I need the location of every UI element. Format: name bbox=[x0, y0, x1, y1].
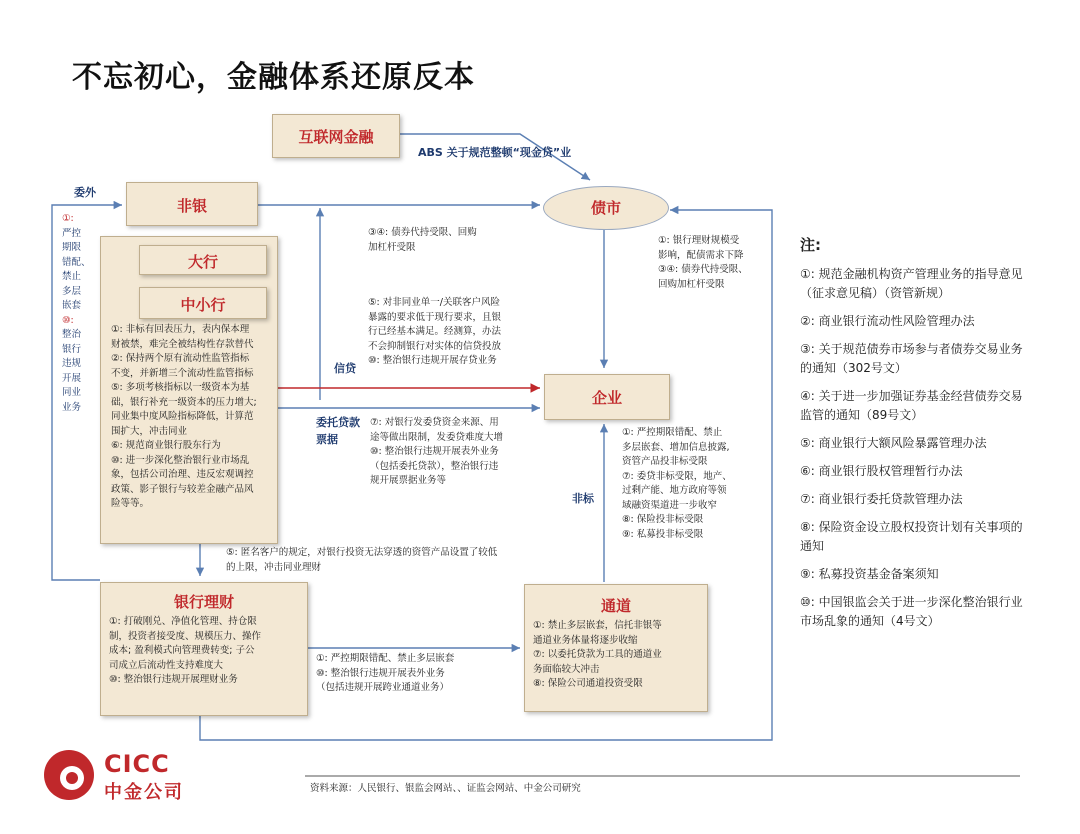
note-line: 过剩产能、地方政府等领 bbox=[622, 485, 727, 496]
wm-notes bbox=[109, 615, 303, 688]
left-note-line: 错配、 bbox=[62, 256, 91, 268]
notes-list bbox=[800, 265, 1034, 631]
note-line: 规开展票据业务等 bbox=[370, 475, 447, 486]
node-bank-group bbox=[100, 236, 278, 544]
node-label: 非银 bbox=[176, 197, 207, 215]
note-line: （包括委托贷款），整治银行违 bbox=[370, 460, 499, 472]
note-line: 行已经基本满足。经测算，办法 bbox=[368, 326, 502, 337]
node-label: 互联网金融 bbox=[298, 128, 374, 146]
note-line: ①: 打破刚兑、净值化管理、持仓限 bbox=[109, 616, 257, 627]
node-bank-wm bbox=[100, 582, 308, 716]
note-line: ⑦: 以委托贷款为工具的通道业 bbox=[533, 649, 662, 660]
note-line: ⑩: 整治银行违规开展理财业务 bbox=[109, 674, 238, 685]
bank-note-line: 财被禁，难完全被结构性存款替代 bbox=[111, 338, 254, 350]
node-label: 银行理财 bbox=[173, 593, 234, 611]
nonbank-bond-notes bbox=[368, 226, 477, 255]
notes-panel bbox=[800, 234, 1034, 640]
note-line: ⑦: 对银行发委贷资金来源、用 bbox=[370, 417, 499, 428]
credit-label: 信贷 bbox=[334, 362, 356, 375]
bank-note-line: 同业集中度风险指标降低，计算范 bbox=[111, 411, 254, 422]
note-line: ⑤: 对非同业单一/关联客户风险 bbox=[368, 297, 500, 308]
source-note: 资料来源：人民银行、银监会网站、、证监会网站、中金公司研究 bbox=[310, 783, 581, 794]
note-line: ①: 禁止多层嵌套，信托非银等 bbox=[533, 620, 662, 631]
note-line: ⑤: 匿名客户的规定，对银行投资无法穿透的资管产品设置了较低 bbox=[226, 547, 498, 558]
note-line: ⑩: 整治银行违规开展表外业务 bbox=[370, 446, 499, 457]
bank-note-line: ⑤: 多项考核指标以一级资本为基 bbox=[111, 382, 250, 393]
nonstandard-label: 非标 bbox=[572, 492, 594, 505]
anonymous-notes bbox=[226, 546, 497, 575]
note-line: （包括违规开展跨业通道业务） bbox=[316, 682, 450, 693]
left-note-line: 业务 bbox=[62, 401, 82, 413]
note-line: 资管产品投非标受限 bbox=[622, 456, 708, 467]
node-internet-finance bbox=[272, 114, 400, 158]
left-note-line: 同业 bbox=[62, 387, 82, 398]
node-bond-market: 债市 bbox=[543, 186, 669, 230]
note-line: 成本; 盈利模式向管理费转变; 子公 bbox=[109, 645, 255, 656]
note-line: 司成立后流动性支持难度大 bbox=[109, 659, 224, 671]
note-line: 影响，配债需求下降 bbox=[658, 249, 744, 261]
nonstandard-notes bbox=[622, 426, 732, 542]
credit-notes bbox=[368, 296, 501, 369]
wm-channel-notes bbox=[316, 652, 454, 696]
left-note-line: 多层 bbox=[62, 285, 82, 297]
left-note-line: 期限 bbox=[62, 242, 82, 253]
outsource-label: 委外 bbox=[74, 186, 96, 199]
bank-note-line: ②: 保持两个原有流动性监管指标 bbox=[111, 353, 250, 364]
note-item: ①: 规范金融机构资产管理业务的指导意见（征求意见稿）（资管新规） bbox=[800, 267, 1023, 300]
note-line: ③④: 债券代持受限、 bbox=[658, 264, 748, 275]
node-non-bank bbox=[126, 182, 258, 226]
node-enterprise bbox=[544, 374, 670, 420]
note-line: ①: 严控期限错配、禁止多层嵌套 bbox=[316, 653, 455, 664]
note-line: 通道业务体量将逐步收缩 bbox=[533, 634, 638, 646]
node-channel bbox=[524, 584, 708, 712]
note-line: ①: 严控期限错配、禁止 bbox=[622, 427, 723, 438]
note-line: 的上限，冲击同业理财 bbox=[226, 561, 322, 573]
node-label: 通道 bbox=[600, 597, 631, 615]
left-column-notes bbox=[62, 212, 98, 415]
note-line: 域融资渠道进一步收窄 bbox=[622, 499, 718, 511]
note-line: 回购加杠杆受限 bbox=[658, 278, 725, 290]
page-title: 不忘初心，金融体系还原反本 bbox=[72, 60, 475, 95]
left-note-line: ①: bbox=[62, 213, 74, 224]
note-item: ⑥: 商业银行股权管理暂行办法 bbox=[800, 464, 963, 478]
note-line: ⑩: 整治银行违规开展存贷业务 bbox=[368, 355, 497, 366]
note-line: ③④: 债券代持受限、回购 bbox=[368, 227, 477, 238]
left-note-line: 嵌套 bbox=[62, 300, 82, 311]
note-line: ⑧: 保险投非标受限 bbox=[622, 514, 704, 525]
notes-heading: 注: bbox=[800, 236, 821, 254]
channel-notes bbox=[533, 619, 705, 692]
note-line: 暴露的要求低于现行要求，且银 bbox=[368, 311, 502, 323]
bank-note-line: 政策、影子银行与较差金融产品风 bbox=[111, 483, 254, 495]
note-line: 务面临较大冲击 bbox=[533, 663, 600, 675]
entrusted-label: 委托贷款 票据 bbox=[316, 416, 360, 446]
bank-bond-notes bbox=[658, 234, 748, 292]
node-small-bank bbox=[139, 287, 267, 319]
note-line: 制，投资者接受度、规模压力、操作 bbox=[109, 630, 262, 642]
cicc-logo-icon bbox=[42, 748, 96, 802]
entrusted-notes bbox=[370, 416, 503, 489]
left-note-line: 严控 bbox=[62, 227, 82, 239]
node-label: 中小行 bbox=[180, 296, 226, 314]
left-note-line: ⑩: bbox=[62, 314, 74, 326]
note-line: ⑧: 保险公司通道投资受限 bbox=[533, 678, 643, 689]
node-label: 企业 bbox=[591, 389, 622, 407]
note-line: ⑩: 整治银行违规开展表外业务 bbox=[316, 667, 445, 679]
logo-cn: 中金公司 bbox=[104, 782, 184, 803]
note-line: ①: 银行理财规模受 bbox=[658, 235, 740, 246]
left-note-line: 银行 bbox=[62, 343, 82, 355]
note-item: ④: 关于进一步加强证券基金经营债券交易监管的通知（89号文） bbox=[800, 389, 1023, 422]
left-note-line: 整治 bbox=[62, 329, 82, 340]
abs-label bbox=[418, 146, 571, 162]
note-line: ⑦: 委贷非标受限，地产、 bbox=[622, 470, 732, 482]
note-item: ②: 商业银行流动性风险管理办法 bbox=[800, 314, 975, 328]
left-note-line: 违规 bbox=[62, 358, 82, 369]
bank-note-line: ⑥: 规范商业银行股东行为 bbox=[111, 440, 221, 451]
left-note-line: 禁止 bbox=[62, 271, 82, 282]
note-line: 多层嵌套、增加信息披露, bbox=[622, 441, 730, 453]
bank-notes bbox=[111, 323, 275, 512]
bank-note-line: ⑩: 进一步深化整治银行业市场乱 bbox=[111, 454, 250, 466]
note-item: ③: 关于规范债券市场参与者债券交易业务的通知（302号文） bbox=[800, 342, 1023, 375]
note-line: ⑨: 私募投非标受限 bbox=[622, 528, 704, 540]
note-item: ⑧: 保险资金设立股权投资计划有关事项的通知 bbox=[800, 520, 1023, 553]
left-note-line: 开展 bbox=[62, 372, 82, 384]
logo-en: CICC bbox=[104, 750, 170, 778]
bank-note-line: 础，银行补充一级资本的压力增大; bbox=[111, 396, 257, 408]
note-item: ⑤: 商业银行大额风险暴露管理办法 bbox=[800, 436, 987, 450]
bank-note-line: ①: 非标有回表压力，表内保本理 bbox=[111, 324, 250, 335]
abs-text: ABS 关于规范整顿“现金贷”业 bbox=[418, 146, 572, 159]
node-big-bank bbox=[139, 245, 267, 275]
node-label: 大行 bbox=[187, 253, 218, 271]
bank-note-line: 围扩大，冲击同业 bbox=[111, 425, 188, 437]
note-item: ⑨: 私募投资基金备案须知 bbox=[800, 567, 939, 581]
note-item: ⑦: 商业银行委托贷款管理办法 bbox=[800, 492, 963, 506]
bank-note-line: 不变，并新增三个流动性监管指标 bbox=[111, 367, 254, 379]
bank-note-line: 象，包括公司治理、违反宏观调控 bbox=[111, 469, 254, 480]
note-item: ⑩: 中国银监会关于进一步深化整治银行业市场乱象的通知（4号文） bbox=[800, 595, 1023, 628]
note-line: 加杠杆受限 bbox=[368, 241, 416, 253]
note-line: 途等做出限制，发委贷难度大增 bbox=[370, 431, 504, 443]
bank-note-line: 险等等。 bbox=[111, 498, 150, 509]
note-line: 不会抑制银行对实体的信贷投放 bbox=[368, 340, 502, 352]
